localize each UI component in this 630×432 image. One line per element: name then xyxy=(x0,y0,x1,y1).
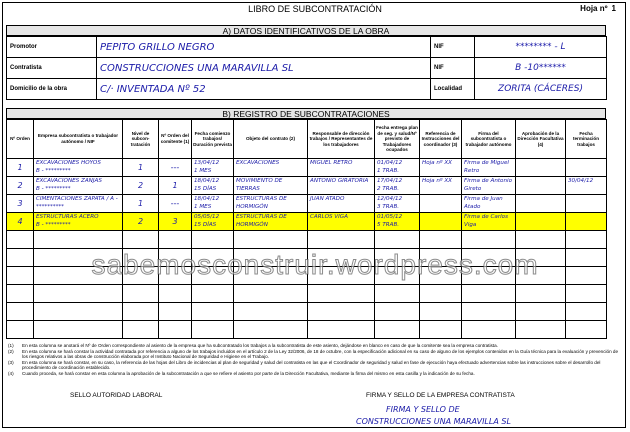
comitente-cell[interactable]: --- xyxy=(159,159,192,177)
empty-cell[interactable] xyxy=(566,231,607,249)
section-a-title: A) DATOS IDENTIFICATIVOS DE LA OBRA xyxy=(6,25,606,36)
table-row xyxy=(7,159,607,177)
approval-cell[interactable] xyxy=(516,177,566,195)
table-row-empty xyxy=(7,303,607,321)
col-approval: Aprobación de la Dirección Facultativa (4) xyxy=(516,120,566,159)
empty-cell[interactable] xyxy=(34,249,123,267)
end-cell[interactable] xyxy=(566,159,607,177)
signature-cell[interactable]: Firma de Miguel Retro xyxy=(462,159,516,177)
locality-value[interactable]: ZORITA (CÁCERES) xyxy=(475,79,607,100)
empty-cell[interactable] xyxy=(566,285,607,303)
empty-cell[interactable] xyxy=(123,267,159,285)
empty-cell[interactable] xyxy=(234,321,308,339)
empty-cell[interactable] xyxy=(192,303,234,321)
end-cell[interactable] xyxy=(566,213,607,231)
contractor-label: Contratista xyxy=(7,58,97,79)
empty-cell[interactable] xyxy=(308,303,375,321)
col-signature: Firma del subcontratista o trabajador autónomo xyxy=(462,120,516,159)
company-cell[interactable]: EXCAVACIONES ZANJAS B - ********* xyxy=(34,177,123,195)
level-cell[interactable]: 2 xyxy=(123,213,159,231)
empty-cell[interactable] xyxy=(462,267,516,285)
empty-cell[interactable] xyxy=(34,321,123,339)
empty-cell[interactable] xyxy=(159,249,192,267)
empty-cell[interactable] xyxy=(462,249,516,267)
empty-cell[interactable] xyxy=(420,267,462,285)
empty-cell[interactable] xyxy=(566,267,607,285)
empty-cell[interactable] xyxy=(308,231,375,249)
empty-cell[interactable] xyxy=(234,249,308,267)
level-cell[interactable]: 2 xyxy=(123,177,159,195)
empty-cell[interactable] xyxy=(516,249,566,267)
col-coordinator: Referencia de Instrucciones del coordinador (3) xyxy=(420,120,462,159)
footnote: (2) En esta columna se hará constar la actividad contratada por referencia a alguno de los trabajos incluidos en el artículo 2 de la Ley 32/2006, de 18 de octubre, con la especificación adicional en su caso de alguno de los ejemplos contenidos en la Guía técnica para la evaluación y prevención de los riesgos relativos a las obras de construcción elaborada por el Instituto Nacional de Seguridad e Higiene en el Trabajo. xyxy=(8,348,619,360)
order-cell[interactable]: 2 xyxy=(7,177,34,195)
company-cell[interactable]: ESTRUCTURAS ACERO B - ********* xyxy=(34,213,123,231)
empty-cell[interactable] xyxy=(420,321,462,339)
table-row-empty xyxy=(7,231,607,249)
object-cell[interactable]: ESTRUCTURAS DE HORMIGÓN xyxy=(234,195,308,213)
object-cell[interactable]: EXCAVACIONES xyxy=(234,159,308,177)
empty-cell[interactable] xyxy=(192,249,234,267)
document-title: LIBRO DE SUBCONTRATACIÓN xyxy=(248,4,382,14)
empty-cell[interactable] xyxy=(375,303,420,321)
footnote: (1) En esta columna se anotará el Nº de Orden correspondiente al asiento de la empresa que ha subcontratado los trabajos a la subcontratista de este asiento, dejándose en blanco en caso de que la comitente sea la empresa contratista. xyxy=(8,343,498,348)
signature-cell[interactable]: Firma de Antonio Gireto xyxy=(462,177,516,195)
empty-cell[interactable] xyxy=(234,285,308,303)
empty-cell[interactable] xyxy=(308,267,375,285)
section-b-title: B) REGISTRO DE SUBCONTRATACIONES xyxy=(6,108,606,119)
empty-cell[interactable] xyxy=(234,231,308,249)
responsible-cell[interactable]: MIGUEL RETRO xyxy=(308,159,375,177)
responsible-cell[interactable]: CARLOS VIGA xyxy=(308,213,375,231)
empty-cell[interactable] xyxy=(34,303,123,321)
footnote: (4) Cuando proceda, se hará constar en esta columna la aprobación de la subcontratación a que se refiere el asiento por parte de la Dirección Facultativa, mediante la firma del mismo en esta casilla y la indicación de su fecha. xyxy=(8,370,475,376)
empty-cell[interactable] xyxy=(566,321,607,339)
empty-cell[interactable] xyxy=(159,303,192,321)
promoter-value[interactable]: PEPITO GRILLO NEGRO xyxy=(97,37,431,58)
table-row-highlighted xyxy=(7,213,607,231)
empty-cell[interactable] xyxy=(420,231,462,249)
empty-cell[interactable] xyxy=(123,231,159,249)
promoter-row xyxy=(7,37,607,58)
coordinator-cell[interactable] xyxy=(420,213,462,231)
plan-cell[interactable]: 01/05/12 5 TRAB. xyxy=(375,213,420,231)
signature-cell[interactable]: Firma de Carlos Viga xyxy=(462,213,516,231)
empty-cell[interactable] xyxy=(123,303,159,321)
empty-cell[interactable] xyxy=(516,231,566,249)
plan-cell[interactable]: 01/04/12 1 TRAB. xyxy=(375,159,420,177)
table-row-empty xyxy=(7,285,607,303)
object-cell[interactable]: MOVIMIENTO DE TIERRAS xyxy=(234,177,308,195)
contractor-stamp-line1: FIRMA Y SELLO DE xyxy=(386,405,460,414)
contractor-value[interactable]: CONSTRUCCIONES UNA MARAVILLA SL xyxy=(97,58,431,79)
empty-cell[interactable] xyxy=(462,321,516,339)
empty-cell[interactable] xyxy=(462,303,516,321)
empty-cell[interactable] xyxy=(420,285,462,303)
level-cell[interactable]: 1 xyxy=(123,159,159,177)
empty-cell[interactable] xyxy=(192,321,234,339)
footnotes xyxy=(8,343,620,377)
order-cell[interactable]: 1 xyxy=(7,159,34,177)
empty-cell[interactable] xyxy=(192,231,234,249)
comitente-cell[interactable]: 3 xyxy=(159,213,192,231)
empty-cell[interactable] xyxy=(234,267,308,285)
empty-cell[interactable] xyxy=(516,285,566,303)
company-cell[interactable]: CIMENTACIONES ZAPATA / A - ********** xyxy=(34,195,123,213)
company-cell[interactable]: EXCAVACIONES HOYOS B - ********* xyxy=(34,159,123,177)
approval-cell[interactable] xyxy=(516,159,566,177)
empty-cell[interactable] xyxy=(375,267,420,285)
comitente-cell[interactable]: 1 xyxy=(159,177,192,195)
promoter-label: Promotor xyxy=(7,37,97,58)
empty-cell[interactable] xyxy=(7,285,34,303)
promoter-nif-value[interactable]: ******** - L xyxy=(475,37,607,58)
empty-cell[interactable] xyxy=(462,285,516,303)
empty-cell[interactable] xyxy=(375,231,420,249)
signature-cell[interactable]: Firma de Juan Atado xyxy=(462,195,516,213)
col-company: Empresa subcontratista o trabajador autónomo / NIF xyxy=(34,120,123,159)
empty-cell[interactable] xyxy=(123,321,159,339)
start-cell[interactable]: 18/04/12 15 DÍAS xyxy=(192,177,234,195)
empty-cell[interactable] xyxy=(566,303,607,321)
col-plan: Fecha entrega plan de seg. y salud/Nº previsto de Trabajadores ocupados xyxy=(375,120,420,159)
start-cell[interactable]: 18/04/12 1 MES xyxy=(192,195,234,213)
empty-cell[interactable] xyxy=(516,321,566,339)
empty-cell[interactable] xyxy=(375,285,420,303)
empty-cell[interactable] xyxy=(159,321,192,339)
plan-cell[interactable]: 17/04/12 2 TRAB. xyxy=(375,177,420,195)
start-cell[interactable]: 05/05/12 15 DÍAS xyxy=(192,213,234,231)
address-label: Domicilio de la obra xyxy=(7,79,97,100)
watermark: sabemosconstruir.wordpress.com xyxy=(91,249,539,280)
table-row xyxy=(7,195,607,213)
address-row xyxy=(7,79,607,100)
empty-cell[interactable] xyxy=(375,321,420,339)
responsible-cell[interactable]: ANTONIO GIRATORIA xyxy=(308,177,375,195)
empty-cell[interactable] xyxy=(420,249,462,267)
empty-cell[interactable] xyxy=(192,285,234,303)
work-identification-table xyxy=(6,36,607,100)
empty-cell[interactable] xyxy=(34,267,123,285)
empty-cell[interactable] xyxy=(123,285,159,303)
approval-cell[interactable] xyxy=(516,195,566,213)
contractor-row xyxy=(7,58,607,79)
address-value[interactable]: C/· INVENTADA Nº 52 xyxy=(97,79,431,100)
coordinator-cell[interactable] xyxy=(420,195,462,213)
coordinator-cell[interactable]: Hoja nº XX xyxy=(420,177,462,195)
empty-cell[interactable] xyxy=(516,267,566,285)
contractor-stamp-line2: CONSTRUCCIONES UNA MARAVILLA SL xyxy=(356,417,511,426)
empty-cell[interactable] xyxy=(159,267,192,285)
start-cell[interactable]: 13/04/12 1 MES xyxy=(192,159,234,177)
labor-authority-stamp-label: SELLO AUTORIDAD LABORAL xyxy=(70,392,163,399)
sheet-number: 1 xyxy=(611,4,616,13)
empty-cell[interactable] xyxy=(375,249,420,267)
approval-cell[interactable] xyxy=(516,213,566,231)
empty-cell[interactable] xyxy=(462,231,516,249)
col-object: Objeto del contrato (2) xyxy=(234,120,308,159)
order-cell[interactable]: 3 xyxy=(7,195,34,213)
col-comitente: Nº Orden del comitente (1) xyxy=(159,120,192,159)
empty-cell[interactable] xyxy=(7,231,34,249)
empty-cell[interactable] xyxy=(308,321,375,339)
empty-cell[interactable] xyxy=(34,285,123,303)
promoter-nif-label: NIF xyxy=(431,37,475,58)
col-order: Nº Orden xyxy=(7,120,34,159)
responsible-cell[interactable]: JUAN ATADO xyxy=(308,195,375,213)
empty-cell[interactable] xyxy=(516,303,566,321)
contractor-signature-label: FIRMA Y SELLO DE LA EMPRESA CONTRATISTA xyxy=(366,392,515,399)
sheet-number-label: Hoja nº 1 xyxy=(580,4,616,13)
empty-cell[interactable] xyxy=(192,267,234,285)
empty-cell[interactable] xyxy=(308,249,375,267)
empty-cell[interactable] xyxy=(7,303,34,321)
contractor-nif-value[interactable]: B -10****** xyxy=(475,58,607,79)
empty-cell[interactable] xyxy=(7,321,34,339)
end-cell[interactable]: 30/04/12 xyxy=(566,177,607,195)
order-cell[interactable]: 4 xyxy=(7,213,34,231)
empty-cell[interactable] xyxy=(123,249,159,267)
empty-cell[interactable] xyxy=(420,303,462,321)
plan-cell[interactable]: 12/04/12 3 TRAB. xyxy=(375,195,420,213)
comitente-cell[interactable]: --- xyxy=(159,195,192,213)
register-header-row xyxy=(7,120,607,159)
empty-cell[interactable] xyxy=(234,303,308,321)
object-cell[interactable]: ESTRUCTURAS DE HORMIGÓN xyxy=(234,213,308,231)
locality-label: Localidad xyxy=(431,79,475,100)
empty-cell[interactable] xyxy=(159,231,192,249)
col-end: Fecha terminación trabajos xyxy=(566,120,607,159)
table-row-empty xyxy=(7,267,607,285)
coordinator-cell[interactable]: Hoja nº XX xyxy=(420,159,462,177)
empty-cell[interactable] xyxy=(308,285,375,303)
empty-cell[interactable] xyxy=(7,249,34,267)
footnote: (3) En esta columna se hará constar, en su caso, la referencia de las hojas del Libro de incidencias al plan de seguridad y salud del contratista en las que el Coordinador de seguridad y salud en fase de ejecución haya efectuado advertencias sobre las instrucciones sobre el desarrollo del procedimiento de coordinación establecido. xyxy=(8,359,601,371)
col-level: Nivel de subcon-tratación xyxy=(123,120,159,159)
empty-cell[interactable] xyxy=(34,231,123,249)
table-row-empty xyxy=(7,321,607,339)
subcontracting-register-table xyxy=(6,119,607,339)
col-responsible: Responsable de dirección trabajos / Representantes de los trabajadores xyxy=(308,120,375,159)
level-cell[interactable]: 1 xyxy=(123,195,159,213)
end-cell[interactable] xyxy=(566,195,607,213)
empty-cell[interactable] xyxy=(566,249,607,267)
col-start: Fecha comienzo trabajos/ Duración prevista xyxy=(192,120,234,159)
table-row-empty xyxy=(7,249,607,267)
empty-cell[interactable] xyxy=(7,267,34,285)
empty-cell[interactable] xyxy=(159,285,192,303)
contractor-nif-label: NIF xyxy=(431,58,475,79)
table-row xyxy=(7,177,607,195)
